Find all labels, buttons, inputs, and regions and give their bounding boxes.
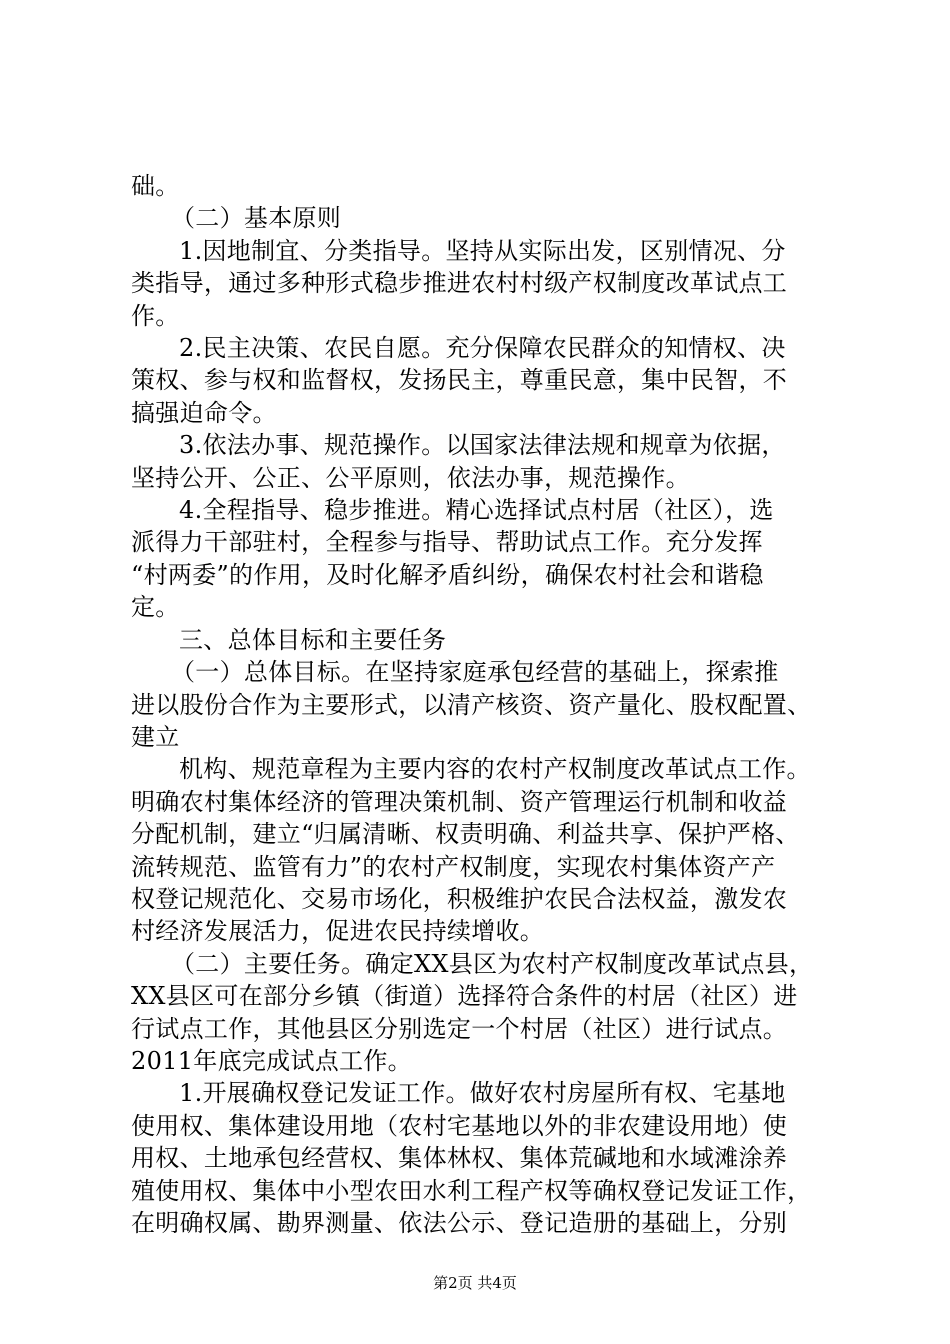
text-line: （二）主要任务。确定XX县区为农村产权制度改革试点县，	[171, 949, 814, 978]
text-line: 机构、规范章程为主要内容的农村产权制度改革试点工作。	[179, 755, 811, 784]
text-line: 派得力干部驻村，全程参与指导、帮助试点工作。充分发挥	[131, 528, 763, 557]
text-line: 三、总体目标和主要任务	[179, 625, 447, 654]
text-line: 1.因地制宜、分类指导。坚持从实际出发，区别情况、分	[179, 236, 786, 265]
text-line: 4.全程指导、稳步推进。精心选择试点村居（社区），选	[179, 496, 774, 525]
page-footer: 第2页 共4页	[433, 1274, 517, 1292]
text-line: 流转规范、监管有力”的农村产权制度，实现农村集体资产产	[131, 852, 776, 881]
text-line: 类指导，通过多种形式稳步推进农村村级产权制度改革试点工	[131, 269, 788, 298]
document-body	[131, 170, 836, 1239]
text-line: 明确农村集体经济的管理决策机制、资产管理运行机制和收益	[131, 787, 788, 816]
text-line: 础。	[131, 172, 180, 200]
text-line: 行试点工作，其他县区分别选定一个村居（社区）进行试点。	[131, 1014, 788, 1043]
text-line: 用权、土地承包经营权、集体林权、集体荒碱地和水域滩涂养	[131, 1144, 788, 1173]
text-line: XX县区可在部分乡镇（街道）选择符合条件的村居（社区）进	[131, 982, 798, 1011]
text-line: 建立	[131, 722, 180, 751]
text-line: 权登记规范化、交易市场化，积极维护农民合法权益，激发农	[131, 884, 788, 913]
text-line: 使用权、集体建设用地（农村宅基地以外的非农建设用地）使	[131, 1111, 788, 1140]
text-line: 村经济发展活力，促进农民持续增收。	[131, 917, 545, 946]
text-line: 作。	[131, 301, 180, 330]
text-line: 2011年底完成试点工作。	[131, 1046, 412, 1075]
text-line: （二）基本原则	[171, 204, 342, 233]
text-line: 策权、参与权和监督权，发扬民主，尊重民意，集中民智，不	[131, 366, 788, 395]
text-line: 在明确权属、勘界测量、依法公示、登记造册的基础上，分别	[131, 1209, 788, 1237]
text-line: 分配机制，建立“归属清晰、权责明确、利益共享、保护严格、	[131, 820, 800, 849]
text-line: 定。	[131, 593, 180, 622]
text-line: “村两委”的作用，及时化解矛盾纠纷，确保农村社会和谐稳	[131, 560, 764, 589]
text-line: 搞强迫命令。	[131, 398, 277, 427]
text-line: 2.民主决策、农民自愿。充分保障农民群众的知情权、决	[179, 334, 786, 363]
text-line: 坚持公开、公正、公平原则，依法办事，规范操作。	[131, 463, 690, 492]
text-line: 1.开展确权登记发证工作。做好农村房屋所有权、宅基地	[179, 1079, 786, 1108]
text-line: 进以股份合作为主要形式，以清产核资、资产量化、股权配置、	[131, 690, 812, 719]
text-line: 3.依法办事、规范操作。以国家法律法规和规章为依据，	[179, 431, 786, 460]
text-line: 殖使用权、集体中小型农田水利工程产权等确权登记发证工作，	[131, 1176, 812, 1205]
text-line: （一）总体目标。在坚持家庭承包经营的基础上，探索推	[171, 658, 779, 687]
